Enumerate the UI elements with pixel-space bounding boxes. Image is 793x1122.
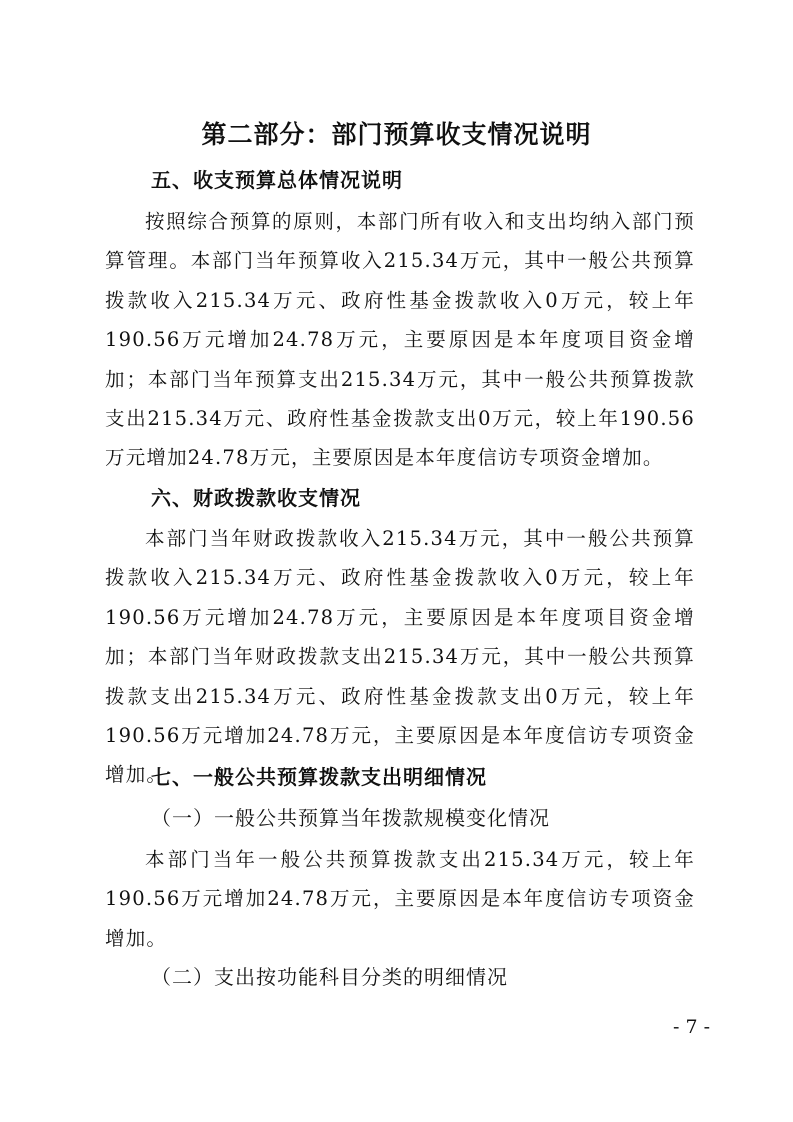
subsection-heading-2: （二）支出按功能科目分类的明细情况 (151, 965, 508, 989)
subsection-1-paragraph: 本部门当年一般公共预算拨款支出215.34万元，较上年190.56万元增加24.78万元，主要原因是本年度信访专项资金增加。 (105, 848, 695, 950)
section-heading-5: 五、收支预算总体情况说明 (151, 168, 403, 192)
page-number: - 7 - (672, 1016, 710, 1038)
page-title: 第二部分：部门预算收支情况说明 (201, 120, 592, 149)
section-heading-7: 七、一般公共预算拨款支出明细情况 (151, 765, 487, 789)
subsection-heading-1: （一）一般公共预算当年拨款规模变化情况 (151, 806, 550, 830)
section-6-paragraph: 本部门当年财政拨款收入215.34万元，其中一般公共预算拨款收入215.34万元、政府性基金拨款收入0万元，较上年190.56万元增加24.78万元，主要原因是本年度项目资金增加；本部门当年财政拨款支出215.34万元，其中一般公共预算拨款支出215.34万元、政府性基金拨款支出0万元，较上年190.56万元增加24.78万元，主要原因是本年度信访专项资金增加。 (105, 527, 695, 787)
section-heading-6: 六、财政拨款收支情况 (151, 486, 361, 510)
section-5-paragraph: 按照综合预算的原则，本部门所有收入和支出均纳入部门预算管理。本部门当年预算收入215.34万元，其中一般公共预算拨款收入215.34万元、政府性基金拨款收入0万元，较上年190.56万元增加24.78万元，主要原因是本年度项目资金增加；本部门当年预算支出215.34万元，其中一般公共预算拨款支出215.34万元、政府性基金拨款支出0万元，较上年190.56万元增加24.78万元，主要原因是本年度信访专项资金增加。 (105, 210, 695, 470)
